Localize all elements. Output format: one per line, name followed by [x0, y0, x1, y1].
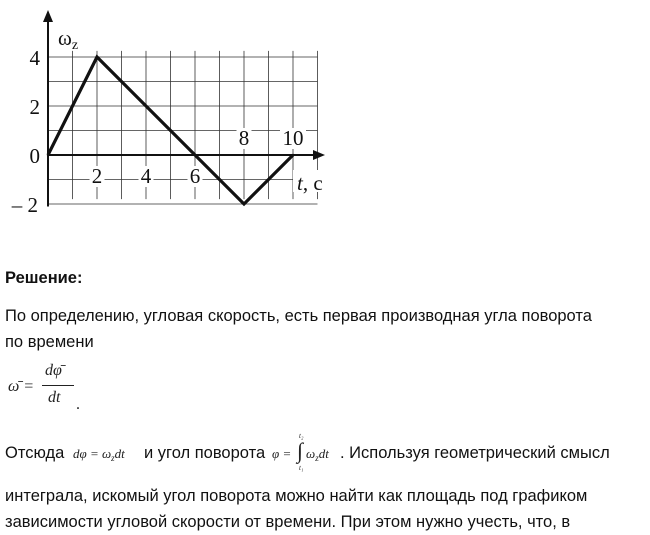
y-tick-label: 4 [29, 46, 40, 70]
paragraph-line: зависимости угловой скорости от времени. При этом нужно учесть, что, в [5, 513, 571, 531]
subscript: z [111, 453, 115, 463]
y-tick-label: – 2 [11, 193, 38, 217]
formula-period: . [76, 396, 80, 413]
formula-text: ω [306, 446, 316, 461]
data-point [96, 56, 98, 58]
integral-upper-limit: t₂ [299, 432, 304, 440]
formula-denominator: dt [48, 389, 61, 406]
formula-lhs: ω̄ = [8, 378, 35, 395]
paragraph-line: интеграла, искомый угол поворота можно найти как площадь под графиком [5, 487, 588, 505]
y-tick-label: 2 [29, 95, 40, 119]
paragraph-with-formulas [0, 430, 650, 470]
y-tick-label: 0 [29, 144, 40, 168]
y-axis-arrow [43, 10, 53, 22]
text-segment: и угол поворота [144, 444, 266, 462]
subscript: z [315, 453, 319, 463]
angular-velocity-chart [0, 0, 340, 220]
integral-sign: ∫ [297, 438, 304, 463]
data-point [243, 203, 245, 205]
x-tick-label: 2 [91, 164, 103, 188]
paragraph-line: По определению, угловая скорость, есть первая производная угла поворота [5, 307, 592, 325]
y-axis-label: ωz [58, 26, 79, 53]
x-tick-label: 6 [189, 164, 201, 188]
x-axis-arrow [313, 150, 325, 160]
x-axis-label: t, с [297, 171, 323, 195]
integral-lower-limit: t₁ [299, 464, 304, 472]
fraction-bar [42, 385, 74, 386]
formula-numerator: dφ̄ [45, 362, 62, 379]
paragraph-line: по времени [5, 333, 94, 351]
inline-formula-dphi [73, 446, 125, 463]
data-point [194, 154, 196, 156]
integrand [306, 446, 329, 463]
text-segment: . Используя геометрический смысл [340, 444, 610, 462]
formula-text: dt [114, 446, 125, 461]
data-point [47, 154, 49, 156]
x-tick-label: 4 [140, 164, 152, 188]
formula-lhs: φ = [272, 446, 292, 461]
chart-labels [11, 26, 333, 217]
solution-heading: Решение: [5, 269, 83, 287]
text-segment: Отсюда [5, 444, 65, 462]
formula-text: dt [318, 446, 329, 461]
x-tick-label: 10 [282, 126, 304, 150]
x-tick-label: 8 [238, 126, 250, 150]
formula-text: dφ = ω [73, 446, 112, 461]
chart-axes [43, 10, 325, 206]
data-point [292, 154, 294, 156]
formula-omega-definition [8, 362, 98, 416]
